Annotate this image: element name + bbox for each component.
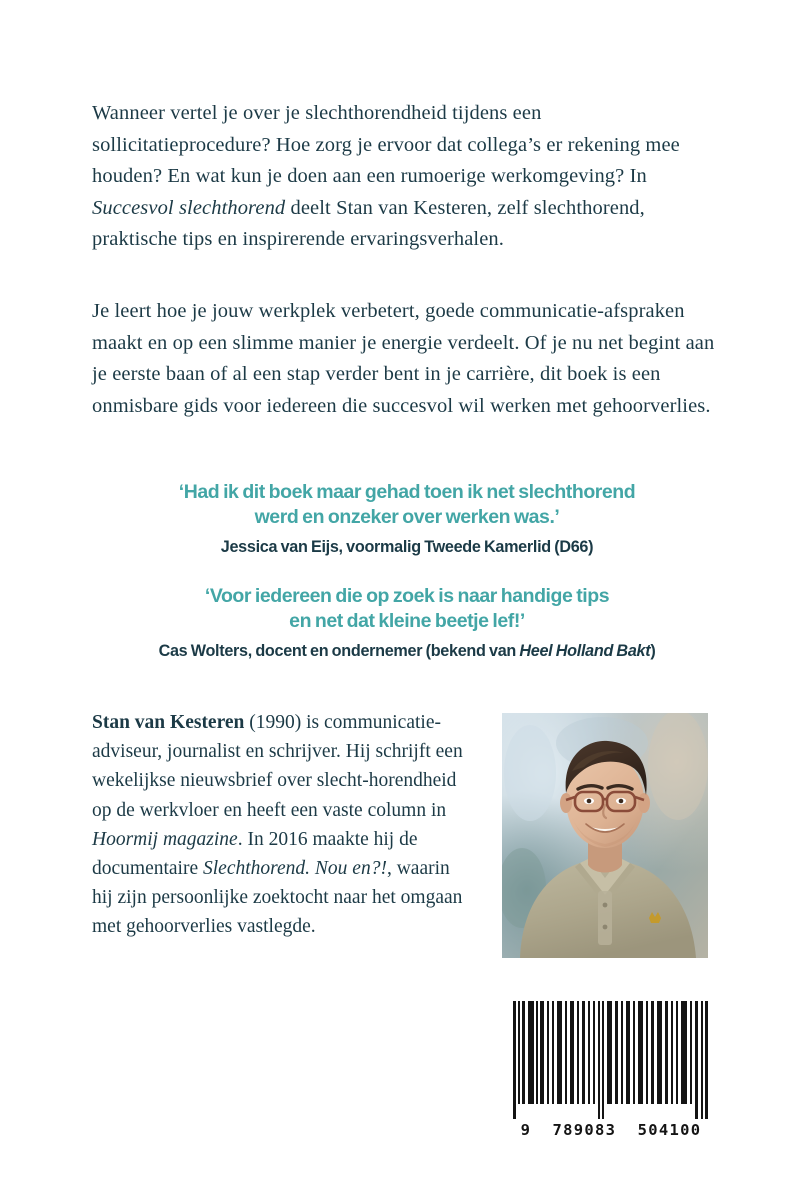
quote-2-attrib-after: )	[650, 642, 656, 660]
barcode-bar	[681, 1001, 687, 1104]
barcode-bar	[671, 1001, 673, 1104]
book-title-italic: Succesvol slechthorend	[92, 196, 286, 219]
testimonial-quote-2	[92, 584, 722, 662]
author-bio	[92, 708, 464, 942]
barcode-bar	[690, 1001, 692, 1104]
quote-2-attrib-before: Cas Wolters, docent en ondernemer (bekend van	[158, 642, 520, 660]
blurb-paragraph-1	[92, 98, 722, 256]
bio-text-3: , waarin hij zijn persoonlijke zoektocht naar het omgaan met gehoorverlies vastlegde.	[92, 858, 463, 938]
barcode-bar	[621, 1001, 623, 1104]
quote-1-line-2: werd en onzeker over werken was.’	[254, 506, 560, 528]
barcode-bar	[577, 1001, 579, 1104]
barcode-bar	[518, 1001, 520, 1104]
blurb-p1-text-after-title: deelt Stan van Kesteren, zelf slechthorend, praktische tips en inspirerende ervaringsverhalen.	[92, 196, 645, 251]
barcode-bar	[588, 1001, 590, 1104]
barcode-bar	[651, 1001, 654, 1104]
barcode-bar	[528, 1001, 534, 1104]
barcode-bar	[552, 1001, 554, 1104]
barcode-bar	[646, 1001, 648, 1104]
documentary-title-italic: Slechthorend. Nou en?!	[203, 858, 387, 880]
barcode-bar	[593, 1001, 595, 1104]
barcode-bar	[536, 1001, 538, 1104]
barcode-number: 9 789083 504100	[520, 1121, 702, 1139]
quote-2-attrib-show-title: Heel Holland Bakt	[519, 642, 651, 660]
barcode-bar	[701, 1001, 703, 1119]
barcode-bar	[557, 1001, 562, 1104]
barcode-bar	[602, 1001, 604, 1119]
quote-2-line-2: en net dat kleine beetje lef!’	[289, 610, 525, 632]
barcode-bars	[513, 1001, 709, 1119]
barcode-bar	[705, 1001, 708, 1119]
barcode-bar	[633, 1001, 635, 1104]
quote-2-text	[92, 584, 722, 634]
barcode-bar	[607, 1001, 612, 1104]
barcode-bar	[638, 1001, 643, 1104]
barcode-bar	[626, 1001, 630, 1104]
barcode-bar	[695, 1001, 698, 1119]
barcode-bar	[540, 1001, 544, 1104]
barcode-bar	[665, 1001, 668, 1104]
quote-1-line-1: ‘Had ik dit boek maar gehad toen ik net slechthorend	[178, 481, 636, 503]
barcode-bar	[513, 1001, 516, 1119]
isbn-barcode	[513, 1001, 709, 1147]
barcode-bar	[570, 1001, 574, 1104]
quote-1-text	[92, 480, 722, 530]
barcode-bar	[598, 1001, 600, 1119]
barcode-bar	[582, 1001, 585, 1104]
blurb-paragraph-2: Je leert hoe je jouw werkplek verbetert, goede communicatie-afspraken maakt en op een slimme manier je energie verdeelt. Of je nu net begint aan je eerste baan of al een stap verder bent in je carrière, dit boek is een onmisbare gids voor iedereen die succesvol wil werken met gehoorverlies.	[92, 300, 715, 417]
magazine-title-italic: Hoormij magazine	[92, 828, 238, 850]
barcode-bar	[676, 1001, 678, 1104]
author-name: Stan van Kesteren	[92, 712, 245, 733]
bio-text-1: (1990) is communicatie-adviseur, journalist en schrijver. Hij schrijft een wekelijkse nieuwsbrief over slecht-horendheid op de werkvloer en heeft een vaste column in	[92, 712, 463, 821]
bio-text-2: . In 2016 maakte hij de documentaire	[92, 828, 418, 880]
barcode-bar	[565, 1001, 567, 1104]
author-portrait-image	[502, 713, 708, 958]
quote-2-line-1: ‘Voor iedereen die op zoek is naar handige tips	[204, 585, 610, 607]
barcode-bar	[547, 1001, 549, 1104]
blurb-p1-text-before-title: Wanneer vertel je over je slechthorendheid tijdens een sollicitatieprocedure? Hoe zorg je ervoor dat collega’s er rekening mee houden? En wat kun je doen aan een rumoerige werkomgeving? In	[92, 102, 680, 188]
barcode-bar	[522, 1001, 525, 1104]
author-photo	[502, 713, 708, 958]
quote-1-attribution: Jessica van Eijs, voormalig Tweede Kamerlid (D66)	[220, 538, 594, 556]
barcode-bar	[657, 1001, 662, 1104]
barcode-bar	[615, 1001, 618, 1104]
testimonial-quote-1	[92, 480, 722, 558]
quote-2-attribution	[92, 640, 722, 662]
